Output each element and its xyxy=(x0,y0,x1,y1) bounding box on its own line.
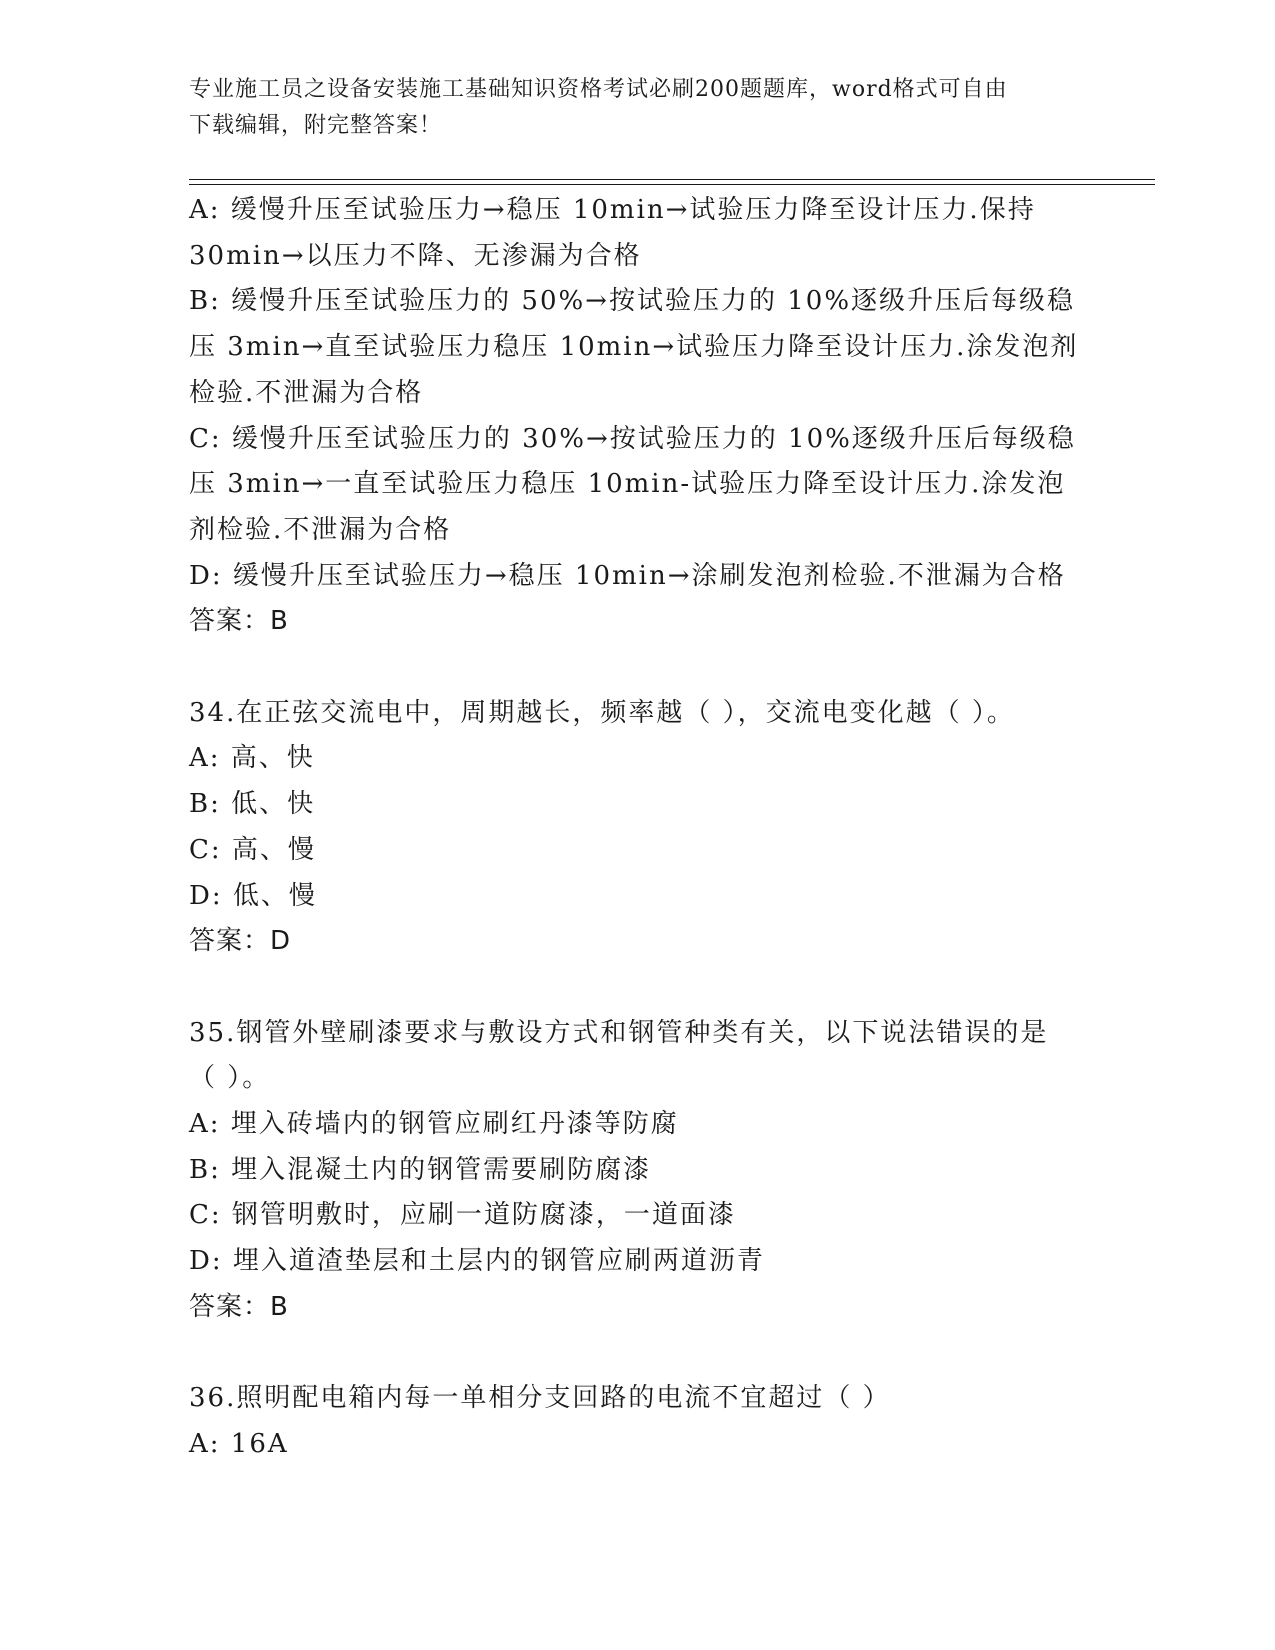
header-line-2: 下载编辑，附完整答案！ xyxy=(189,113,443,138)
question-text: （ ）。 xyxy=(189,1063,271,1094)
question-33 xyxy=(189,188,1089,645)
option-c xyxy=(189,417,1089,554)
answer-35: 答案：B xyxy=(189,1291,289,1322)
option-a: A: 高、快 xyxy=(189,743,315,774)
option-a: A: 16A xyxy=(189,1428,289,1459)
option-d: D: 低、慢 xyxy=(189,880,317,911)
option-text-line: 压 3min→一直至试验压力稳压 10min-试验压力降至设计压力.涂发泡 xyxy=(189,469,1066,500)
option-a: A: 埋入砖墙内的钢管应刷红丹漆等防腐 xyxy=(189,1109,679,1140)
option-text-line: 30min→以压力不降、无渗漏为合格 xyxy=(189,240,642,271)
spacer xyxy=(189,1331,1089,1377)
question-text: 36.照明配电箱内每一单相分支回路的电流不宜超过（ ） xyxy=(189,1383,891,1414)
question-36 xyxy=(189,1376,1089,1467)
option-c: C: 钢管明敷时，应刷一道防腐漆，一道面漆 xyxy=(189,1200,736,1231)
option-b xyxy=(189,279,1089,416)
option-b: B: 低、快 xyxy=(189,789,316,820)
option-text-line: C: 缓慢升压至试验压力的 30%→按试验压力的 10%逐级升压后每级稳 xyxy=(189,423,1076,454)
option-text-line: 检验.不泄漏为合格 xyxy=(189,377,424,408)
header-divider-bottom xyxy=(189,184,1155,185)
question-text: 35.钢管外壁刷漆要求与敷设方式和钢管种类有关，以下说法错误的是 xyxy=(189,1017,1049,1048)
option-d xyxy=(189,554,1089,600)
question-34 xyxy=(189,691,1089,965)
option-a xyxy=(189,188,1089,279)
spacer xyxy=(189,645,1089,691)
question-text: 34.在正弦交流电中，周期越长，频率越（ ），交流电变化越（ ）。 xyxy=(189,697,1015,728)
option-text-line: D: 缓慢升压至试验压力→稳压 10min→涂刷发泡剂检验.不泄漏为合格 xyxy=(189,560,1066,591)
option-text-line: B: 缓慢升压至试验压力的 50%→按试验压力的 10%逐级升压后每级稳 xyxy=(189,286,1076,317)
spacer xyxy=(189,965,1089,1011)
header-divider-top xyxy=(189,179,1155,180)
option-text-line: A: 缓慢升压至试验压力→稳压 10min→试验压力降至设计压力.保持 xyxy=(189,195,1036,225)
answer-33: 答案：B xyxy=(189,606,289,637)
header-line-1: 专业施工员之设备安装施工基础知识资格考试必刷200题题库，word格式可自由 xyxy=(189,77,1008,102)
option-text-line: 剂检验.不泄漏为合格 xyxy=(189,514,452,545)
question-35 xyxy=(189,1011,1089,1331)
option-text-line: 压 3min→直至试验压力稳压 10min→试验压力降至设计压力.涂发泡剂 xyxy=(189,332,1079,363)
document-header xyxy=(189,72,1089,144)
option-c: C: 高、慢 xyxy=(189,834,316,865)
answer-34: 答案：D xyxy=(189,926,292,957)
document-body xyxy=(189,188,1089,1468)
option-d: D: 埋入道渣垫层和土层内的钢管应刷两道沥青 xyxy=(189,1246,765,1277)
option-b: B: 埋入混凝土内的钢管需要刷防腐漆 xyxy=(189,1154,652,1185)
